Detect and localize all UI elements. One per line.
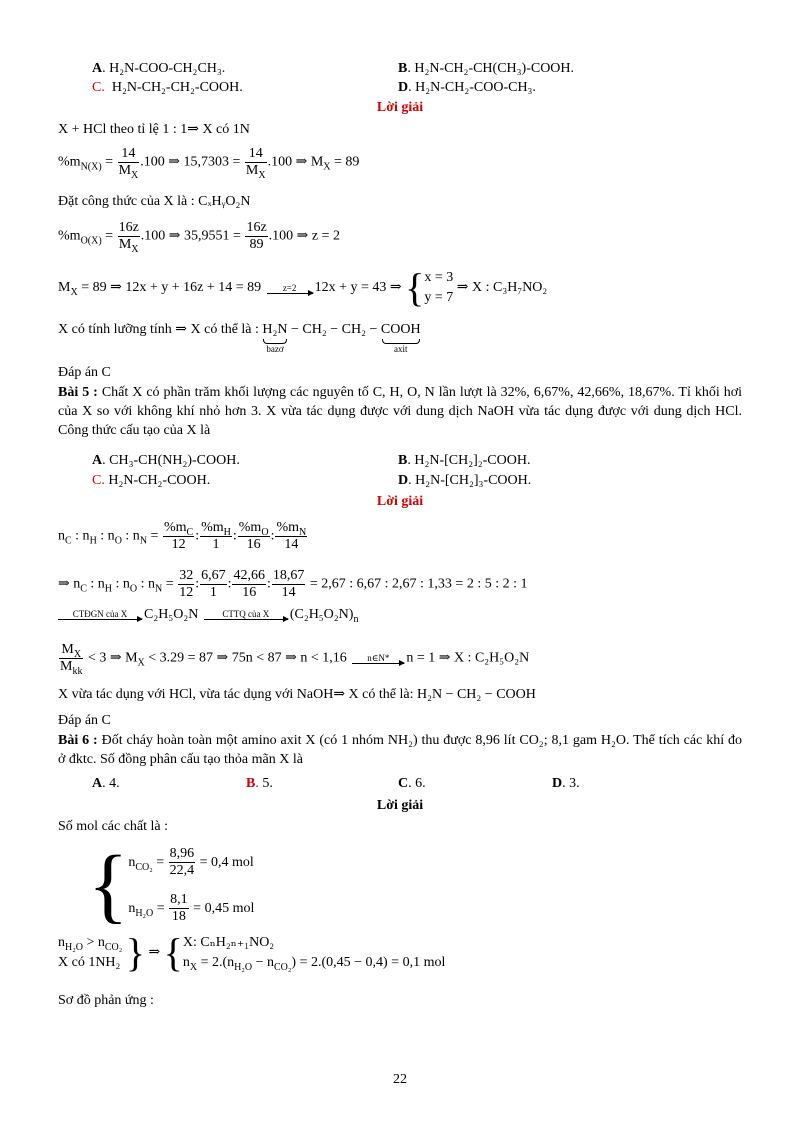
sol4-line4: $\%m_{O(X)}$ = $\frac{16z}{M_X}$ .100 ⇒ 35,9551 = $\frac{16z}{89}$ .100 ⇒ z = 2 — [58, 220, 340, 255]
bai6-question: Bài 6 : Đốt cháy hoàn toàn một amino axit X (có 1 nhóm NH₂) thu được 8,96 lít CO₂; 8,1 gam H₂O. Thể tích các khí đo ở đktc. Số đồng phân cấu tạo thỏa mãn X là — [58, 733, 743, 767]
page-number: 22 — [393, 1072, 407, 1087]
bai5-line4: $\frac{M_X}{M_{kk}}$ < 3 ⇒ $M_X < 3.29 = 87$ ⇒ 75n < 87 ⇒ n < 1,16 n∈N* n = 1 ⇒ X : C₂H₅O₂N — [60, 642, 530, 677]
sol4-line1: X + HCl theo tỉ lệ 1 : 1⇒ X có 1N — [58, 122, 250, 137]
bai6-option-d: D. 3. — [552, 776, 580, 791]
bai5-option-a: A. CH₃-CH(NH₂)-COOH. — [92, 453, 240, 468]
bai6-mol-heading: Số mol các chất là : — [58, 819, 169, 834]
answer-4: Đáp án C — [58, 365, 111, 380]
bai5-line1: $n_C$ : $n_H$ : $n_O$ : $n_N$ = $\frac{\%m_C}{12}$ : $\frac{\%m_H}{1}$ : $\frac{\%m_O}{16}$ : $\frac{\%m_N}{14}$ — [58, 520, 307, 552]
bai6-nco2: $n_{CO_2}$ = $\frac{8,96}{22,4}$ = 0,4 mol — [128, 846, 254, 879]
option-a: A. H₂N-COO-CH₂CH₃. — [92, 61, 226, 76]
answer-5: Đáp án C — [58, 713, 111, 728]
bai6-nh2o: $n_{H_2O}$ = $\frac{8,1}{18}$ = 0,45 mol — [128, 892, 255, 925]
solution-heading-5: Lời giải — [376, 494, 424, 509]
bai6-system: { $n_{CO_2}$ = $\frac{8,96}{22,4}$ = 0,4 mol $n_{H_2O}$ = $\frac{8,1}{18}$ = 0,45 mol — [88, 839, 255, 932]
solution-heading-6: Lời giải — [376, 798, 424, 813]
bai6-conclusion: $n_{H_2O} > n_{CO_2}$ X có 1NH₂ } ⇒ { X: CₙH₂ₙ₊₁NO₂ $n_X = 2.(n_{H_2O} - n_{CO_2}) = 2.(0,45 - 0,4) = 0,1$ mol — [58, 930, 446, 975]
option-b: B. H₂N-CH₂-CH(CH₃)-COOH. — [398, 61, 575, 76]
bai5-option-d: D. H₂N-[CH₂]₃-COOH. — [398, 473, 532, 488]
bai6-option-c: C. 6. — [398, 776, 426, 791]
option-d: D. H₂N-CH₂-COO-CH₃. — [398, 80, 536, 95]
bai5-line3: CTĐGN của X C₂H₅O₂N CTTQ của X $(C_2H_5O_2N)_n$ — [58, 606, 358, 624]
bai5-option-b: B. H₂N-[CH₂]₂-COOH. — [398, 453, 531, 468]
sol4-line3: Đặt công thức của X là : CₓHᵧO₂N — [58, 194, 251, 209]
bai6-sodo: Sơ đồ phản ứng : — [58, 993, 154, 1008]
sol4-line5: $M_X = 89$ ⇒ 12x + y + 16z + 14 = 89 z=2 12x + y = 43 ⇒ { x = 3 y = 7 ⇒ X : C₃H₇NO₂ — [58, 265, 548, 310]
sol4-line6: X có tính lưỡng tính ⇒ X có thể là : H₂N bazơ − CH₂ − CH₂ − COOH axit — [58, 322, 421, 354]
solution-heading: Lời giải — [376, 100, 424, 115]
bai6-option-b: B. 5. — [246, 776, 273, 791]
bai6-option-a: A. 4. — [92, 776, 120, 791]
bai5-question: Bài 5 : Chất X có phần trăm khối lượng các nguyên tố C, H, O, N lần lượt là 32%, 6,67%, 42,66%, 18,67%. Tỉ khối hơi của X so với không khí nhỏ hơn 3. X vừa tác dụng được với dung dịch NaOH vừa tác dụng được với dung dịch HCl. Công thức cấu tạo của X là — [58, 385, 742, 438]
sol4-line2: $\%m_{N(X)}$ = $\frac{14}{M_X}$ .100 ⇒ 15,7303 = $\frac{14}{M_X}$ .100 ⇒ $M_X = 89$ — [58, 146, 360, 181]
bai5-line2: ⇒ $n_C$ : $n_H$ : $n_O$ : $n_N$ = $\frac{32}{12}$ : $\frac{6,67}{1}$ : $\frac{42,66}{16}$ : $\frac{18,67}{14}$ = 2,67 : 6,67 : 2,67 : 1,33 = 2 : 5 : 2 : 1 — [58, 568, 528, 600]
bai5-line5: X vừa tác dụng với HCl, vừa tác dụng với NaOH⇒ X có thể là: H₂N − CH₂ − COOH — [58, 687, 536, 702]
bai5-option-c: C. H₂N-CH₂-COOH. — [92, 473, 211, 488]
option-c: C. H₂N-CH₂-CH₂-COOH. — [92, 80, 243, 95]
